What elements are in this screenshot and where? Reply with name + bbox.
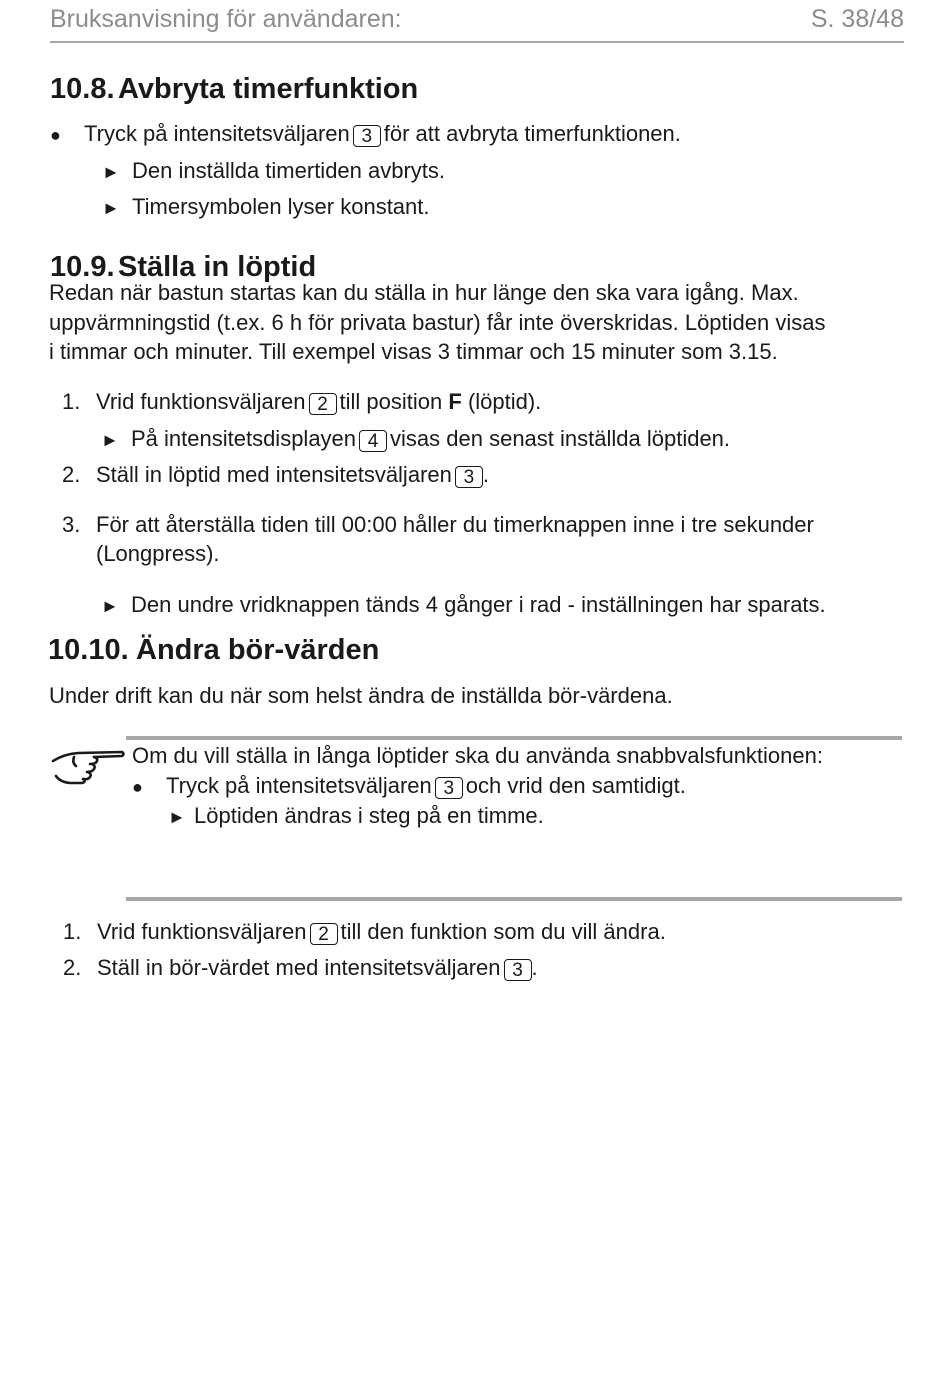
- step-1: 1. Vrid funktionsväljaren 2 till den funktion som du vill ändra.: [63, 919, 666, 945]
- section-heading-10-10: [48, 633, 379, 667]
- note-bottom-rule: [126, 897, 902, 901]
- triangle-right-icon: ►: [101, 430, 119, 450]
- section-number: 10.9.: [50, 251, 115, 283]
- step-2: 2. Ställ in löptid med intensitetsväljaren 3 .: [62, 462, 489, 488]
- header-title: Bruksanvisning för användaren:: [50, 5, 402, 33]
- step-3: 3. För att återställa tiden till 00:00 håller du timerknappen inne i tre sekunder: [62, 512, 814, 537]
- section-title: Ändra bör-värden: [136, 634, 380, 666]
- ref-number-box: 2: [309, 393, 337, 415]
- paragraph-line: i timmar och minuter. Till exempel visas 3 timmar och 15 minuter som 3.15.: [49, 339, 778, 364]
- section-title: Ställa in löptid: [118, 251, 317, 283]
- note-top-rule: [126, 736, 902, 740]
- result-item: ► Den inställda timertiden avbryts.: [102, 156, 445, 187]
- step-2: 2. Ställ in bör-värdet med intensitetsväljaren 3 .: [63, 955, 538, 981]
- triangle-right-icon: ►: [102, 198, 120, 218]
- section-number: 10.8.: [50, 73, 115, 105]
- ref-number-box: 3: [353, 125, 381, 147]
- pointing-hand-icon: [50, 746, 126, 786]
- triangle-right-icon: ►: [102, 162, 120, 182]
- ref-number-box: 3: [504, 959, 532, 981]
- ref-number-box: 4: [359, 430, 387, 452]
- section-title: Avbryta timerfunktion: [118, 73, 419, 105]
- result-item: ► Timersymbolen lyser konstant.: [102, 192, 430, 223]
- bullet-item: ● Tryck på intensitetsväljaren 3 för att avbryta timerfunktionen.: [50, 119, 681, 150]
- ref-number-box: 3: [435, 777, 463, 799]
- result-item: ► Den undre vridknappen tänds 4 gånger i rad - inställningen har sparats.: [101, 590, 826, 621]
- page-number: S. 38/48: [810, 5, 904, 33]
- step-1: 1. Vrid funktionsväljaren 2 till position F (löptid).: [62, 389, 542, 415]
- bullet-icon: ●: [50, 125, 61, 145]
- note-bullet: ● Tryck på intensitetsväljaren 3 och vrid den samtidigt.: [132, 771, 686, 802]
- note-result: ► Löptiden ändras i steg på en timme.: [168, 801, 544, 832]
- triangle-right-icon: ►: [168, 807, 186, 827]
- step-number: 1.: [62, 389, 81, 414]
- triangle-right-icon: ►: [101, 596, 119, 616]
- result-item: ► På intensitetsdisplayen 4 visas den senast inställda löptiden.: [101, 424, 730, 455]
- step-number: 2.: [62, 462, 81, 487]
- step-3-continuation: (Longpress).: [96, 541, 220, 566]
- step-number: 2.: [63, 955, 82, 980]
- note-text: Om du vill ställa in långa löptider ska du använda snabbvalsfunktionen:: [132, 743, 823, 768]
- paragraph-line: Redan när bastun startas kan du ställa in hur länge den ska vara igång. Max.: [49, 280, 799, 305]
- ref-number-box: 2: [310, 923, 338, 945]
- paragraph-line: Under drift kan du när som helst ändra de inställda bör-värdena.: [49, 683, 673, 708]
- section-number: 10.10.: [48, 634, 129, 666]
- step-number: 3.: [62, 512, 81, 537]
- step-number: 1.: [63, 919, 82, 944]
- section-heading-10-8: [50, 72, 418, 106]
- paragraph-line: uppvärmningstid (t.ex. 6 h för privata bastur) får inte överskridas. Löptiden visas: [49, 310, 826, 335]
- bullet-icon: ●: [132, 777, 143, 797]
- header-divider: [50, 41, 904, 43]
- ref-number-box: 3: [455, 466, 483, 488]
